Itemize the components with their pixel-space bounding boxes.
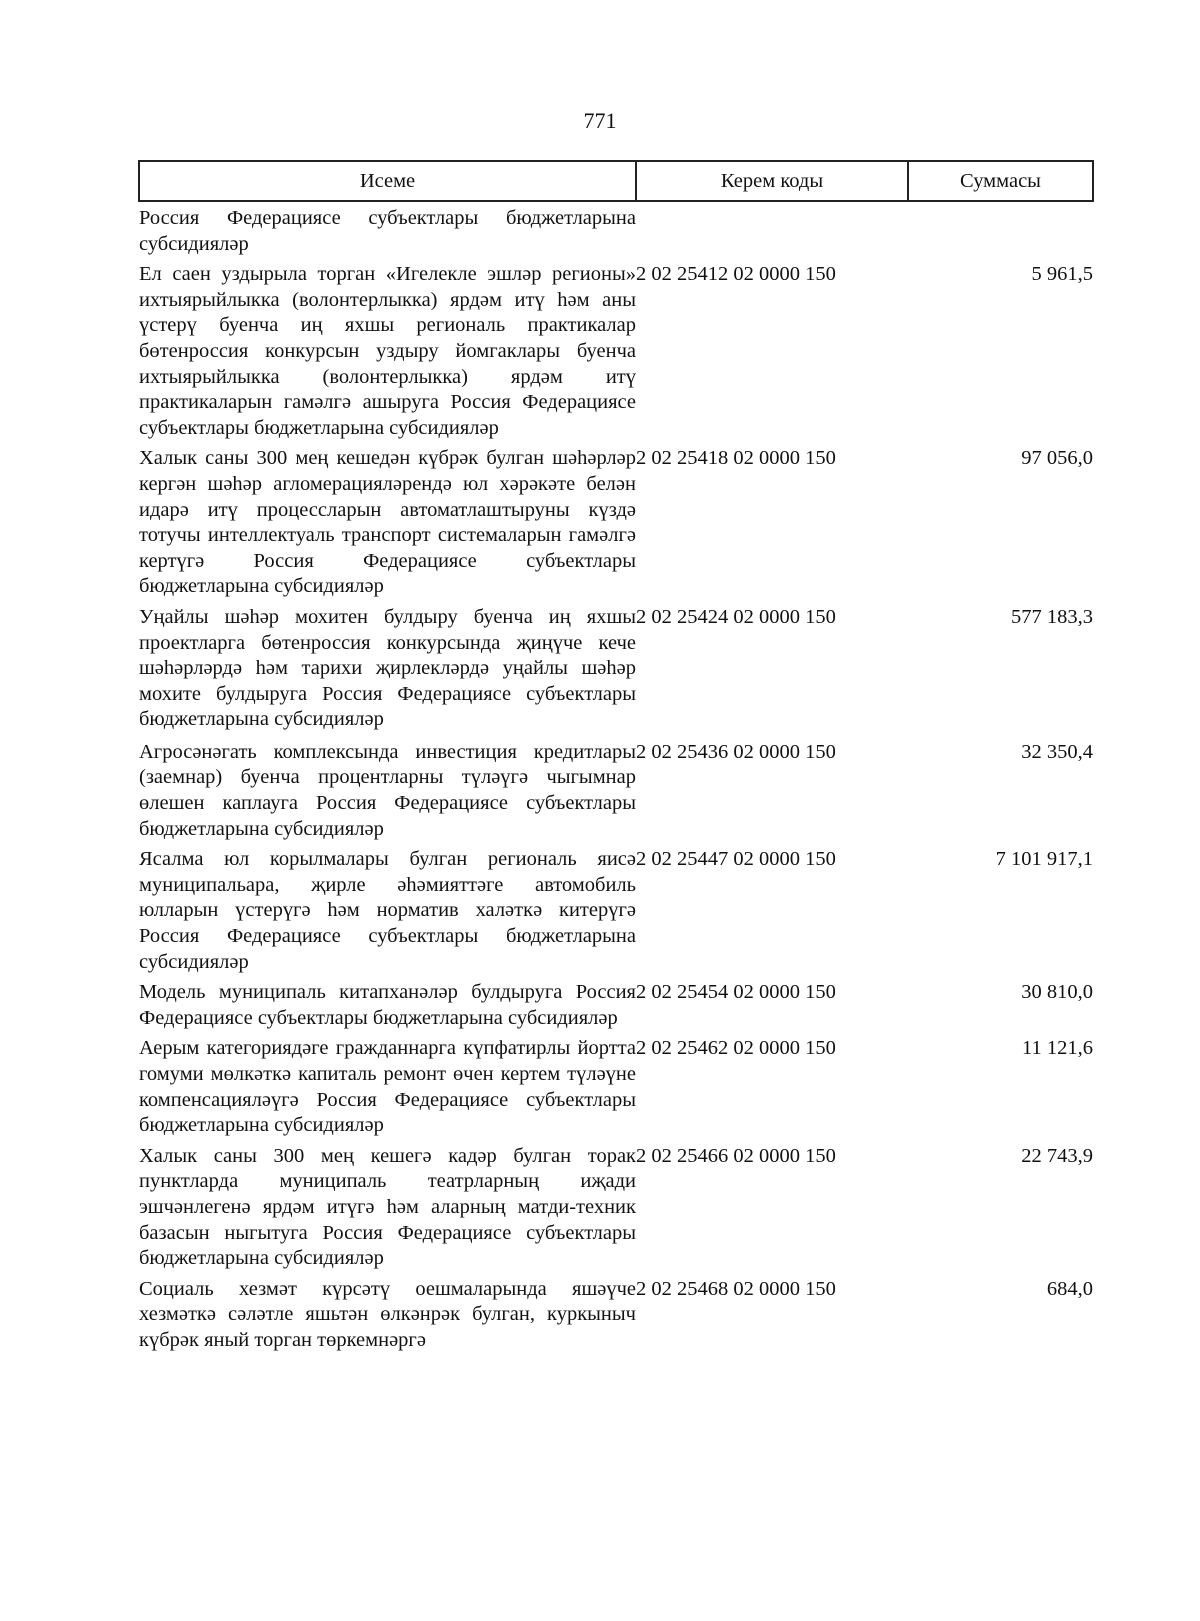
row-amount: 97 056,0 <box>1021 447 1093 470</box>
table-row <box>139 600 1093 733</box>
table-row <box>139 1272 1093 1354</box>
row-amount <box>908 201 1093 257</box>
table-row <box>139 733 1093 842</box>
row-name: Модель муниципаль китапханәләр булдыруга Россия Федерациясе субъектлары бюджетларына субсидияләр <box>139 981 636 1029</box>
row-name: Социаль хезмәт күрсәтү оешмаларында яшәүче хезмәткә сәләтле яшьтән өлкәнрәк булган, куркыныч күбрәк яный торган төркемнәргә <box>139 1277 636 1351</box>
row-code: 2 02 25468 02 0000 150 <box>636 1277 836 1300</box>
table-row <box>139 201 1093 257</box>
row-code: 2 02 25436 02 0000 150 <box>636 740 836 763</box>
row-code: 2 02 25462 02 0000 150 <box>636 1037 836 1060</box>
header-code: Керем коды <box>636 161 908 201</box>
row-code: 2 02 25466 02 0000 150 <box>636 1144 836 1167</box>
table-row <box>139 975 1093 1031</box>
row-amount: 7 101 917,1 <box>995 848 1093 871</box>
page-number: 771 <box>583 108 617 133</box>
row-amount: 577 183,3 <box>1011 605 1093 628</box>
row-name: Ясалма юл корылмалары булган региональ яисә муниципальара, җирле әһәмияттәге автомобиль юлларын үстерүгә һәм норматив халәткә китерүгә Россия Федерациясе субъектлары бюджетларына субсидияләр <box>139 848 636 973</box>
row-name: Агросәнәгать комплексында инвестиция кредитлары (заемнар) буенча процентларны түләүгә чыгымнар өлешен каплауга Россия Федерациясе субъектлары бюджетларына субсидияләр <box>139 740 636 840</box>
header-amount: Суммасы <box>908 161 1093 201</box>
row-amount: 11 121,6 <box>1022 1037 1093 1060</box>
row-amount: 684,0 <box>1046 1277 1093 1300</box>
row-code: 2 02 25454 02 0000 150 <box>636 981 836 1004</box>
row-amount: 30 810,0 <box>1021 981 1093 1004</box>
row-name: Халык саны 300 мең кешегә кадәр булган торак пунктларда муниципаль театрларның иҗади эшчәнлегенә ярдәм итүгә һәм аларның матди-техник базасын ныгытуга Россия Федерациясе субъектлары бюджетларына субсидияләр <box>139 1144 636 1270</box>
row-code: 2 02 25418 02 0000 150 <box>636 447 836 470</box>
table-row <box>139 842 1093 975</box>
header-name: Исеме <box>139 161 636 201</box>
row-name: Ел саен уздырыла торган «Игелекле эшләр регионы» ихтыярыйлыкка (волонтерлыкка) ярдәм итү һәм аны үстерү буенча иң яхшы региональ практикалар бөтенроссия конкурсын уздыру йомгаклары буенча ихтыярыйлыкка (волонтерлыкка) ярдәм итү практикаларын гамәлгә ашыруга Россия Федерациясе субъектлары бюджетларына субсидияләр <box>139 263 636 439</box>
table-row <box>139 441 1093 600</box>
table-row <box>139 1139 1093 1272</box>
row-amount: 22 743,9 <box>1021 1144 1093 1167</box>
row-code: 2 02 25424 02 0000 150 <box>636 605 836 628</box>
table-header-row <box>139 161 1093 201</box>
row-amount: 5 961,5 <box>1031 263 1093 286</box>
row-name: Халык саны 300 мең кешедән күбрәк булган шәһәрләр кергән шәһәр агломерацияләрендә юл хәрәкәте белән идарә итү процессларын автоматлаштыруны күздә тотучы интеллектуаль транспорт системаларын гамәлгә кертүгә Россия Федерациясе субъектлары бюджетларына субсидияләр <box>139 447 636 598</box>
row-name: Россия Федерациясе субъектлары бюджетларына субсидияләр <box>139 207 636 255</box>
row-name: Уңайлы шәһәр мохитен булдыру буенча иң яхшы проектларга бөтенроссия конкурсында җиңүче кече шәһәрләрдә һәм тарихи җирлекләрдә уңайлы шәһәр мохите булдыруга Россия Федерациясе субъектлары бюджетларына субсидияләр <box>139 605 636 731</box>
table-row <box>139 1031 1093 1138</box>
row-amount: 32 350,4 <box>1021 740 1093 763</box>
row-code: 2 02 25412 02 0000 150 <box>636 263 836 286</box>
row-code: 2 02 25447 02 0000 150 <box>636 848 836 871</box>
table-row <box>139 257 1093 441</box>
row-code <box>636 201 908 257</box>
budget-table <box>138 160 1094 1354</box>
row-name: Аерым категориядәге гражданнарга күпфатирлы йортта гомуми мөлкәткә капиталь ремонт өчен кертем түләүне компенсацияләүгә Россия Федерациясе субъектлары бюджетларына субсидияләр <box>139 1037 636 1137</box>
